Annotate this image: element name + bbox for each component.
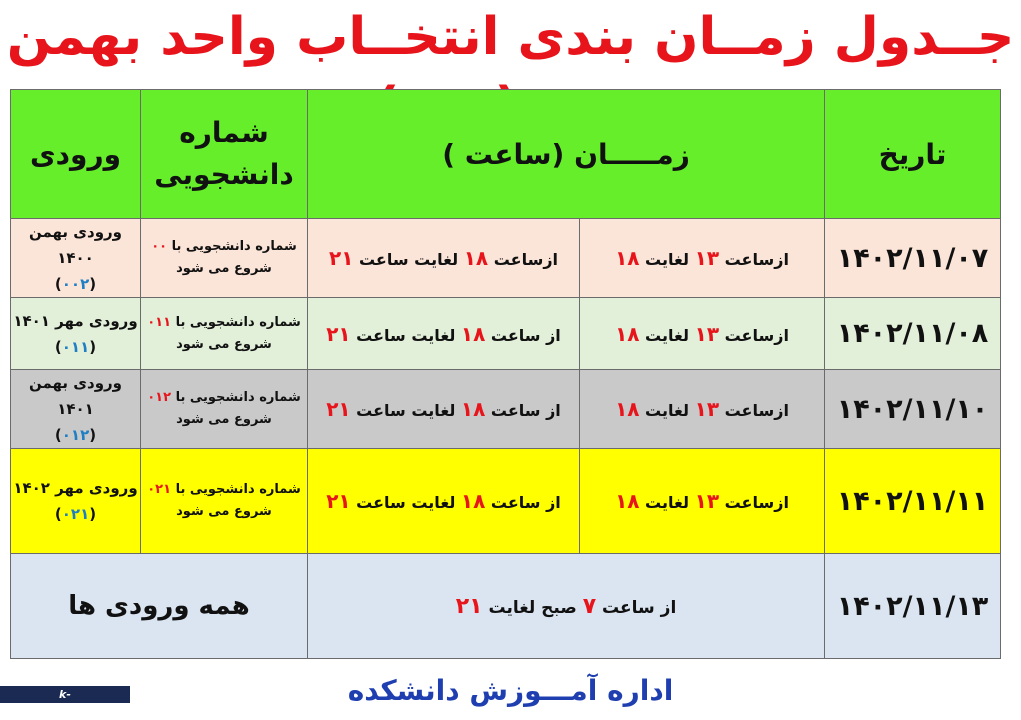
table-row <box>11 298 1001 370</box>
entry-label: ورودی بهمن ۱۴۰۰ <box>28 223 123 267</box>
time-slot-afternoon: ازساعت ۱۳ لغایت ۱۸ <box>580 370 825 449</box>
student-id-suffix: شروع می شود <box>176 336 272 352</box>
entry-code: (۰۱۲) <box>54 426 97 444</box>
student-id-prefix: شماره دانشجویی با ۰۱۱ <box>147 314 301 330</box>
footer-signature: اداره آمـــوزش دانشکده <box>347 674 674 707</box>
entry-code: (۰۰۲) <box>54 275 97 293</box>
student-id-prefix: شماره دانشجویی با ۰۰ <box>151 239 297 254</box>
time-slot-evening: ازساعت ۱۸ لغایت ساعت ۲۱ <box>308 219 580 298</box>
student-id-cell <box>141 449 308 554</box>
all-entries-cell: همه ورودی ها <box>11 554 308 659</box>
time-slot-evening: از ساعت ۱۸ لغایت ساعت ۲۱ <box>308 370 580 449</box>
student-id-suffix: شروع می شود <box>176 412 272 427</box>
student-id-code: ۰۰ <box>151 239 168 254</box>
time-slot-afternoon: ازساعت ۱۳ لغایت ۱۸ <box>580 298 825 370</box>
time-slot-afternoon: ازساعت ۱۳ لغایت ۱۸ <box>580 219 825 298</box>
date-cell: ۱۴۰۲/۱۱/۰۸ <box>825 298 1001 370</box>
student-id-prefix: شماره دانشجویی با ۰۱۲ <box>147 390 301 405</box>
schedule-table <box>10 89 1001 659</box>
entry-cell <box>11 298 141 370</box>
table-row <box>11 370 1001 449</box>
entry-label: ورودی مهر ۱۴۰۱ <box>13 311 138 330</box>
header-entry: ورودی <box>11 90 141 219</box>
header-student-id <box>141 90 308 219</box>
time-slot-afternoon: ازساعت ۱۳ لغایت ۱۸ <box>580 449 825 554</box>
student-id-cell <box>141 298 308 370</box>
table-row <box>11 219 1001 298</box>
time-slot-full-day: از ساعت ۷ صبح لغایت ۲۱ <box>308 554 825 659</box>
time-slot-evening: از ساعت ۱۸ لغایت ساعت ۲۱ <box>308 298 580 370</box>
table-row <box>11 449 1001 554</box>
header-student-id-line2: دانشجویی <box>154 158 294 191</box>
entry-cell <box>11 449 141 554</box>
time-slot-evening: از ساعت ۱۸ لغایت ساعت ۲۱ <box>308 449 580 554</box>
date-cell: ۱۴۰۲/۱۱/۱۰ <box>825 370 1001 449</box>
student-id-code: ۰۱۱ <box>147 314 172 330</box>
date-cell: ۱۴۰۲/۱۱/۱۳ <box>825 554 1001 659</box>
date-cell: ۱۴۰۲/۱۱/۰۷ <box>825 219 1001 298</box>
student-id-suffix: شروع می شود <box>176 504 272 519</box>
table-header-row <box>11 90 1001 219</box>
table-row <box>11 554 1001 659</box>
page-title: جــدول زمــان بندی انتخــاب واحد بهمن <box>6 7 1015 67</box>
header-time: زمـــــان (ساعت ) <box>308 90 825 219</box>
student-id-code: ۰۲۱ <box>147 482 172 497</box>
entry-code: (۰۱۱) <box>54 337 97 356</box>
student-id-code: ۰۱۲ <box>147 390 172 405</box>
entry-cell <box>11 219 141 298</box>
entry-cell <box>11 370 141 449</box>
student-id-cell <box>141 370 308 449</box>
header-student-id-line1: شماره <box>179 116 269 149</box>
entry-code: (۰۲۱) <box>54 505 97 523</box>
header-date: تاریخ <box>825 90 1001 219</box>
entry-label: ورودی بهمن ۱۴۰۱ <box>28 374 123 418</box>
student-id-cell <box>141 219 308 298</box>
entry-label: ورودی مهر ۱۴۰۲ <box>13 479 138 497</box>
student-id-prefix: شماره دانشجویی با ۰۲۱ <box>147 482 301 497</box>
student-id-suffix: شروع می شود <box>176 261 272 276</box>
date-cell: ۱۴۰۲/۱۱/۱۱ <box>825 449 1001 554</box>
website-watermark: k-damavand.nus.ac.ir <box>0 686 130 703</box>
